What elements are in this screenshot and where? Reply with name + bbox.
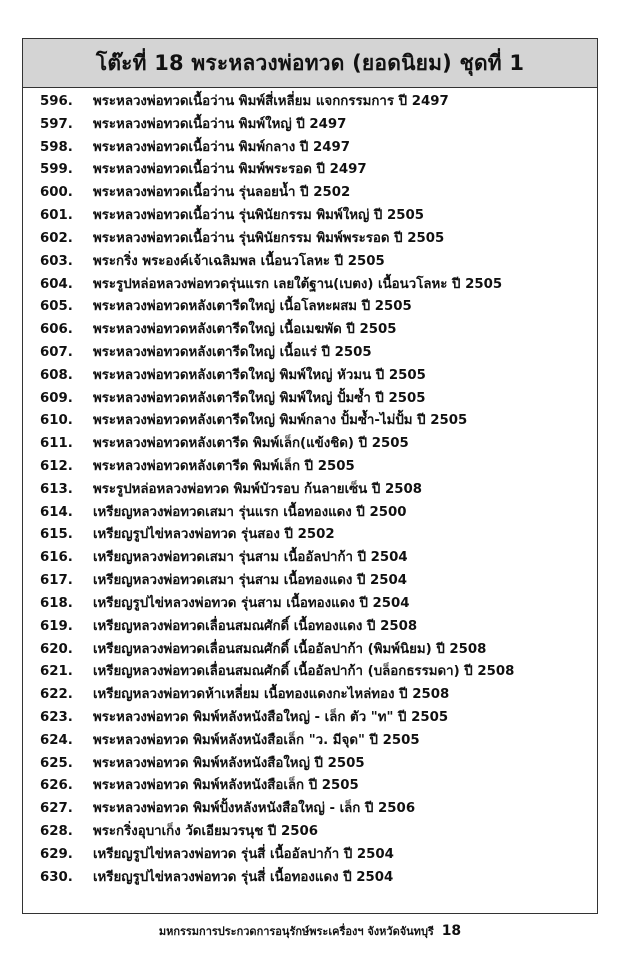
list-item: [23, 547, 597, 570]
list-item: [23, 639, 597, 662]
page-number: 18: [441, 923, 462, 939]
item-description: พระหลวงพ่อทวดหลังเตารีดใหญ่ พิมพ์ใหญ่ หัวมน ปี 2505: [93, 367, 426, 383]
item-description: พระหลวงพ่อทวดเนื้อว่าน พิมพ์ใหญ่ ปี 2497: [93, 116, 347, 132]
item-number: 610.: [40, 413, 73, 429]
item-number: 624.: [40, 732, 73, 748]
item-number: 630.: [40, 869, 73, 885]
item-description: เหรียญหลวงพ่อทวดห้าเหลี่ยม เนื้อทองแดงกะไหล่ทอง ปี 2508: [93, 687, 450, 703]
list-item: [23, 707, 597, 730]
item-description: พระหลวงพ่อทวด พิมพ์หลังหนังสือใหญ่ - เล็ก ตัว "ท" ปี 2505: [93, 709, 449, 725]
item-number: 611.: [40, 436, 73, 452]
item-number: 598.: [40, 139, 73, 155]
item-number: 617.: [40, 573, 73, 589]
item-number: 618.: [40, 595, 73, 611]
item-number: 607.: [40, 344, 73, 360]
item-description: พระกริ่ง พระองค์เจ้าเฉลิมพล เนื้อนวโลหะ ปี 2505: [93, 253, 385, 269]
item-description: พระหลวงพ่อทวด พิมพ์หลังหนังสือเล็ก ปี 2505: [93, 778, 359, 794]
list-item: [23, 821, 597, 844]
item-number: 613.: [40, 481, 73, 497]
list-item: [23, 91, 597, 114]
item-description: พระหลวงพ่อทวด พิมพ์หลังหนังสือใหญ่ ปี 2505: [93, 755, 365, 771]
item-number: 626.: [40, 778, 73, 794]
list-item: [23, 502, 597, 525]
item-description: เหรียญหลวงพ่อทวดเสมา รุ่นสาม เนื้ออัลปาก้า ปี 2504: [93, 550, 408, 566]
item-number: 609.: [40, 390, 73, 406]
list-item: [23, 228, 597, 251]
item-number: 620.: [40, 641, 73, 657]
item-number: 602.: [40, 230, 73, 246]
item-description: เหรียญหลวงพ่อทวดเสมา รุ่นสาม เนื้อทองแดง ปี 2504: [93, 573, 408, 589]
item-number: 615.: [40, 527, 73, 543]
item-number: 601.: [40, 208, 73, 224]
item-description: พระหลวงพ่อทวดหลังเตารีด พิมพ์เล็ก(แข้งชิด) ปี 2505: [93, 436, 409, 452]
item-description: เหรียญรูปไข่หลวงพ่อทวด รุ่นสี่ เนื้ออัลปาก้า ปี 2504: [93, 846, 394, 862]
item-description: พระหลวงพ่อทวดเนื้อว่าน พิมพ์กลาง ปี 2497: [93, 139, 350, 155]
item-number: 625.: [40, 755, 73, 771]
list-item: [23, 159, 597, 182]
list-item: [23, 456, 597, 479]
item-description: เหรียญรูปไข่หลวงพ่อทวด รุ่นสาม เนื้อทองแดง ปี 2504: [93, 595, 410, 611]
item-description: พระหลวงพ่อทวดเนื้อว่าน รุ่นพินัยกรรม พิมพ์ใหญ่ ปี 2505: [93, 208, 425, 224]
item-number: 606.: [40, 322, 73, 338]
item-description: เหรียญหลวงพ่อทวดเลื่อนสมณศักดิ์ เนื้อทองแดง ปี 2508: [93, 618, 418, 634]
list-item: [23, 205, 597, 228]
item-description: พระหลวงพ่อทวดเนื้อว่าน รุ่นลอยน้ำ ปี 2502: [93, 185, 351, 201]
item-number: 597.: [40, 116, 73, 132]
item-description: พระหลวงพ่อทวดหลังเตารีดใหญ่ เนื้อแร่ ปี 2505: [93, 344, 372, 360]
list-item: [23, 661, 597, 684]
list-item: [23, 342, 597, 365]
item-number: 614.: [40, 504, 73, 520]
item-number: 612.: [40, 459, 73, 474]
item-list: [23, 91, 597, 889]
list-item: [23, 182, 597, 205]
list-item: [23, 433, 597, 456]
item-description: พระหลวงพ่อทวด พิมพ์ปั้งหลังหนังสือใหญ่ - เล็ก ปี 2506: [93, 801, 416, 817]
item-number: 627.: [40, 801, 73, 817]
item-number: 604.: [40, 276, 73, 292]
item-description: เหรียญรูปไข่หลวงพ่อทวด รุ่นสี่ เนื้อทองแดง ปี 2504: [93, 869, 394, 885]
list-item: [23, 410, 597, 433]
item-description: พระรูปหล่อหลวงพ่อทวดรุ่นแรก เลยใต้ฐาน(เบตง) เนื้อนวโลหะ ปี 2505: [93, 276, 503, 292]
list-item: [23, 753, 597, 776]
item-description: พระหลวงพ่อทวดหลังเตารีดใหญ่ เนื้อเมฆพัด ปี 2505: [93, 322, 397, 338]
list-item: [23, 616, 597, 639]
list-item: [23, 593, 597, 616]
list-item: [23, 684, 597, 707]
list-item: [23, 570, 597, 593]
item-number: 616.: [40, 550, 73, 566]
item-number: 619.: [40, 618, 73, 634]
list-item: [23, 867, 597, 890]
list-item: [23, 296, 597, 319]
list-item: [23, 274, 597, 297]
item-number: 608.: [40, 367, 73, 383]
item-number: 629.: [40, 846, 73, 862]
list-item: [23, 319, 597, 342]
list-item: [23, 479, 597, 502]
item-description: เหรียญหลวงพ่อทวดเสมา รุ่นแรก เนื้อทองแดง ปี 2500: [93, 504, 407, 520]
table-header: [23, 39, 597, 88]
item-description: เหรียญหลวงพ่อทวดเลื่อนสมณศักดิ์ เนื้ออัลปาก้า (พิมพ์นิยม) ปี 2508: [93, 641, 487, 657]
item-number: 623.: [40, 709, 73, 725]
item-description: พระกริ่งอุบาเก็ง วัดเอียมวรนุช ปี 2506: [93, 824, 318, 839]
item-description: พระรูปหล่อหลวงพ่อทวด พิมพ์บัวรอบ ก้นลายเซ็น ปี 2508: [93, 481, 422, 497]
item-description: พระหลวงพ่อทวดหลังเตารีด พิมพ์เล็ก ปี 2505: [93, 459, 355, 474]
item-description: พระหลวงพ่อทวด พิมพ์หลังหนังสือเล็ก "ว. มีจุด" ปี 2505: [93, 732, 420, 748]
item-number: 603.: [40, 253, 73, 269]
item-description: เหรียญรูปไข่หลวงพ่อทวด รุ่นสอง ปี 2502: [93, 527, 335, 543]
list-item: [23, 524, 597, 547]
list-item: [23, 730, 597, 753]
item-description: พระหลวงพ่อทวดหลังเตารีดใหญ่ พิมพ์ใหญ่ ปั้มซ้ำ ปี 2505: [93, 390, 426, 406]
item-description: พระหลวงพ่อทวดหลังเตารีดใหญ่ พิมพ์กลาง ปั้มซ้ำ-ไม่ปั้ม ปี 2505: [93, 413, 468, 429]
item-number: 628.: [40, 824, 73, 839]
item-description: พระหลวงพ่อทวดหลังเตารีดใหญ่ เนื้อโลหะผสม ปี 2505: [93, 299, 412, 315]
item-description: พระหลวงพ่อทวดเนื้อว่าน พิมพ์พระรอด ปี 2497: [93, 162, 367, 178]
item-number: 599.: [40, 162, 73, 178]
table-title: โต๊ะที่ 18 พระหลวงพ่อทวด (ยอดนิยม) ชุดที่ 1: [95, 50, 525, 75]
catalog-table: [22, 38, 598, 914]
list-item: [23, 251, 597, 274]
list-item: [23, 137, 597, 160]
item-number: 600.: [40, 185, 73, 201]
item-number: 596.: [40, 94, 73, 109]
item-description: พระหลวงพ่อทวดเนื้อว่าน รุ่นพินัยกรรม พิมพ์พระรอด ปี 2505: [93, 230, 445, 246]
item-number: 605.: [40, 299, 73, 315]
item-description: พระหลวงพ่อทวดเนื้อว่าน พิมพ์สี่เหลี่ยม แจกกรรมการ ปี 2497: [93, 94, 449, 109]
list-item: [23, 798, 597, 821]
list-item: [23, 388, 597, 411]
item-number: 621.: [40, 664, 73, 680]
list-item: [23, 775, 597, 798]
list-item: [23, 114, 597, 137]
footer-text: มหกรรมการประกวดการอนุรักษ์พระเครื่องฯ จังหวัดจันทบุรี: [158, 925, 434, 938]
item-description: เหรียญหลวงพ่อทวดเลื่อนสมณศักดิ์ เนื้ออัลปาก้า (บล็อกธรรมดา) ปี 2508: [93, 664, 515, 680]
list-item: [23, 844, 597, 867]
item-number: 622.: [40, 687, 73, 703]
list-item: [23, 365, 597, 388]
page-footer: [0, 922, 620, 940]
